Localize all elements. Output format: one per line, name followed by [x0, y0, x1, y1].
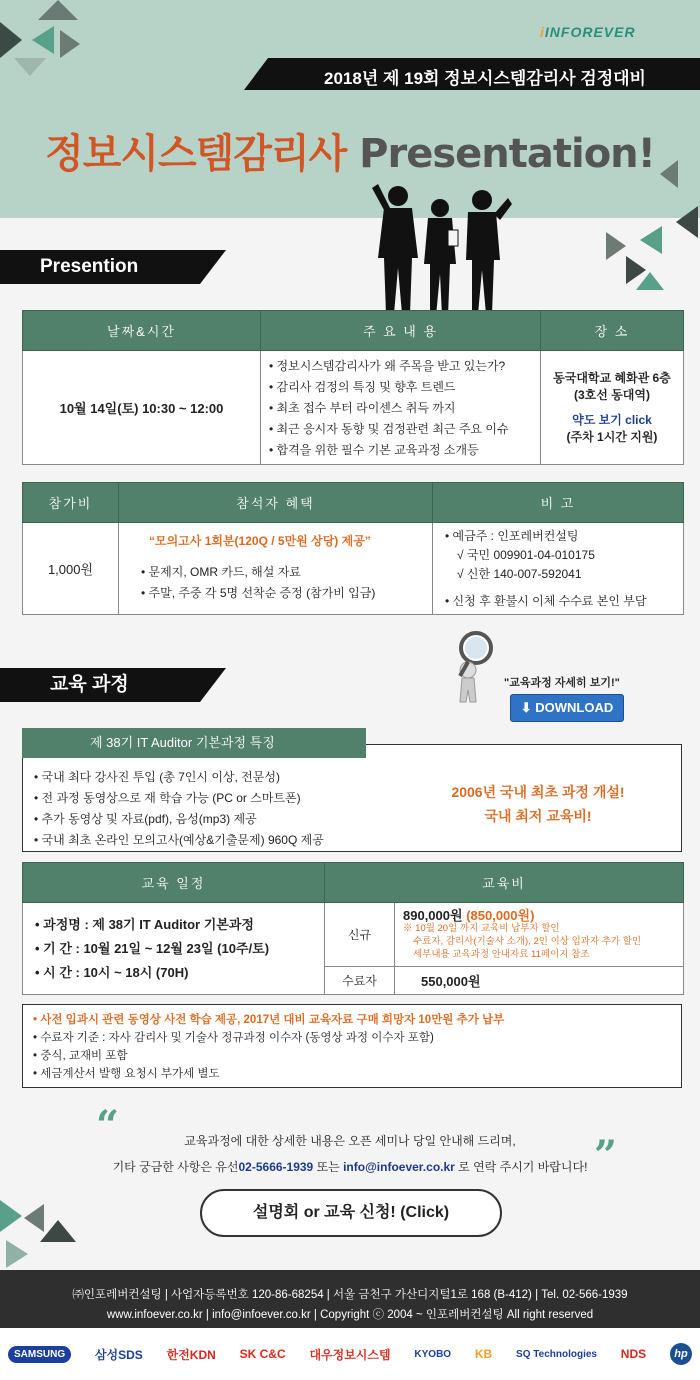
contact-line1: 교육과정에 대한 상세한 내용은 오픈 세미나 당일 안내해 드리며, [184, 1134, 516, 1148]
list-item: • 정보시스템감리사가 왜 주목을 받고 있는가? [269, 357, 540, 374]
seminar-contents [261, 351, 541, 465]
business-people-illustration [368, 178, 518, 318]
header-datetime: 날짜&시간 [23, 311, 261, 351]
list-item: • 기 간 : 10월 21일 ~ 12월 23일 (10주/토) [35, 939, 324, 959]
partner-logo: KB [474, 1347, 493, 1361]
decor-triangle [606, 232, 626, 260]
participation-fee: 1,000원 [23, 523, 119, 615]
benefit-highlight: “모의고사 1회분(120Q / 5만원 상당) 제공” [149, 534, 371, 548]
fee-table [22, 482, 684, 615]
decor-triangle [640, 226, 662, 254]
inforever-logo: iINFOREVER [540, 24, 636, 40]
partner-logo: SK C&C [239, 1347, 286, 1361]
bank-account-shinhan: √ 신한 140-007-592041 [457, 566, 582, 581]
seminar-datetime: 10월 14일(토) 10:30 ~ 12:00 [23, 351, 261, 465]
list-item: • 국내 최다 강사진 투입 (총 7인시 이상, 전문성) [34, 768, 324, 785]
partner-logo: SAMSUNG [8, 1346, 71, 1363]
footer [0, 1270, 700, 1328]
list-item: • 최근 응시자 동향 및 검정관련 최근 주요 이슈 [269, 420, 540, 437]
decor-triangle [6, 1240, 28, 1268]
decor-triangle [38, 0, 78, 20]
list-item: • 국내 최초 온라인 모의고사(예상&기출문제) 960Q 제공 [34, 831, 324, 848]
list-item: • 전 과정 동영상으로 재 학습 가능 (PC or 스마트폰) [34, 789, 324, 806]
open-quote-icon: “ [96, 1102, 120, 1149]
email-link[interactable]: info@infoever.co.kr [343, 1160, 455, 1174]
map-link[interactable]: 약도 보기 click [572, 412, 652, 427]
list-item: • 시 간 : 10시 ~ 18시 (70H) [35, 963, 324, 983]
decor-triangle [32, 26, 54, 54]
fee-note2: 수료자, 감리사(기술사 소개), 2인 이상 입과자 추가 할인 [413, 935, 642, 947]
seminar-table [22, 310, 684, 465]
fee-grad-label: 수료자 [325, 967, 395, 995]
magnifier-person-illustration [440, 628, 510, 708]
list-item: • 합격을 위한 필수 기본 교육과정 소개등 [269, 441, 540, 458]
partner-logo: 한전KDN [166, 1347, 216, 1362]
header-note: 비 고 [433, 483, 684, 523]
list-item: • 중식, 교재비 포함 [33, 1049, 681, 1063]
close-quote-icon: ” [594, 1132, 618, 1179]
course-schedule [23, 903, 325, 995]
fee-new: 890,000원 (850,000원) ※ 10월 20일 까지 교육비 납부자 할인 수료자, 감리사(기술사 소개), 2인 이상 입과자 추가 할인 세부내용 교육과정 안내자료 11페이지 참조 [395, 903, 684, 967]
decor-triangle [636, 272, 664, 290]
seminar-place [541, 351, 684, 465]
partner-logo: 대우정보시스템 [309, 1347, 391, 1362]
partner-logo: NDS [620, 1347, 647, 1361]
place-line2: (3호선 동대역) [574, 387, 650, 402]
exam-subtitle: 2018년 제 19회 정보시스템감리사 검정대비 [324, 69, 646, 88]
header-place: 장 소 [541, 311, 684, 351]
decor-triangle [14, 58, 46, 76]
fee-grad: 550,000원 [395, 967, 684, 995]
contact-message [60, 1128, 640, 1180]
footer-copyright: www.infoever.co.kr | info@infoever.co.kr | Copyright ⓒ 2004 ~ 인포레버컨설팅 All right reserved [106, 1309, 594, 1321]
list-item: • 사전 입과시 관련 동영상 사전 학습 제공, 2017년 대비 교육자료 구매 희망자 10만원 추가 납부 [33, 1013, 681, 1027]
list-item: • 감리사 검정의 특징 및 향후 트렌드 [269, 378, 540, 395]
fee-new-label: 신규 [325, 903, 395, 967]
benefits [119, 523, 433, 615]
parking-info: (주차 1시간 지원) [566, 429, 658, 444]
course-detail-caption: "교육과정 자세히 보기!" [504, 677, 620, 689]
place-line1: 동국대학교 혜화관 6층 [553, 370, 671, 385]
list-item: • 주말, 주중 각 5명 선착순 증정 (참가비 입금) [141, 584, 432, 601]
promo-line1: 2006년 국내 최초 과정 개설! [451, 784, 625, 800]
list-item: • 세금계산서 발행 요청시 부가세 별도 [33, 1067, 681, 1081]
bank-account-kookmin: √ 국민 009901-04-010175 [457, 547, 595, 562]
decor-triangle [0, 1200, 22, 1232]
refund-note: • 신청 후 환불시 이체 수수료 본인 부담 [445, 593, 647, 608]
header-fee: 참가비 [23, 483, 119, 523]
list-item: • 추가 동영상 및 자료(pdf), 음성(mp3) 제공 [34, 810, 324, 827]
phone-number[interactable]: 02-5666-1939 [238, 1160, 314, 1174]
partner-logo: hp [670, 1343, 692, 1365]
promo-line2: 국내 최저 교육비! [484, 808, 592, 824]
course-section-header: 교육 과정 [0, 668, 200, 702]
header-benefit: 참석자 혜택 [119, 483, 433, 523]
header-schedule: 교육 일정 [23, 863, 325, 903]
partner-logo: KYOBO [414, 1348, 452, 1360]
presentation-section-header: Presention [0, 250, 200, 284]
download-button[interactable]: ⬇ DOWNLOAD [510, 694, 624, 722]
partner-logo: SQ Technologies [516, 1348, 597, 1360]
list-item: • 최초 접수 부터 라이센스 취득 까지 [269, 399, 540, 416]
schedule-fee-table [22, 862, 684, 995]
apply-button[interactable]: 설명회 or 교육 신청! (Click) [200, 1189, 502, 1237]
course-features-title: 제 38기 IT Auditor 기본과정 특징 [22, 728, 366, 758]
fee-note1: ※ 10월 20일 까지 교육비 납부자 할인 [403, 922, 560, 934]
page-title: 정보시스템감리사 Presentation! [45, 131, 655, 177]
fee-note3: 세부내용 교육과정 안내자료 11페이지 참조 [413, 948, 590, 960]
partner-logos [0, 1328, 700, 1380]
partner-logo: 삼성SDS [94, 1347, 143, 1362]
decor-triangle [40, 1220, 76, 1242]
depositor: • 예금주 : 인포레버컨설팅 [445, 528, 579, 543]
list-item: • 수료자 기준 : 자사 감리사 및 기술사 정규과정 이수자 (동영상 과정 이수자 포함) [33, 1031, 681, 1045]
decor-triangle [0, 22, 22, 58]
footer-company-info: ㈜인포레버컨설팅 | 사업자등록번호 120-86-68254 | 서울 금천구 가산디지털1로 168 (B-412) | Tel. 02-566-1939 [72, 1289, 628, 1301]
decor-triangle [60, 30, 80, 58]
decor-triangle [676, 206, 698, 238]
payment-notes [433, 523, 684, 615]
course-promo [420, 780, 656, 828]
list-item: • 과정명 : 제 38기 IT Auditor 기본과정 [35, 915, 324, 935]
download-icon: ⬇ [520, 700, 532, 715]
contact-line2: 기타 궁금한 사항은 유선02-5666-1939 또는 info@infoever.co.kr 로 연락 주시기 바랍니다! [112, 1160, 588, 1174]
header-course-fee: 교육비 [325, 863, 684, 903]
list-item: • 문제지, OMR 카드, 해설 자료 [141, 563, 432, 580]
course-notes-box [22, 1004, 682, 1088]
header-contents: 주 요 내 용 [261, 311, 541, 351]
course-features-list [34, 764, 324, 852]
